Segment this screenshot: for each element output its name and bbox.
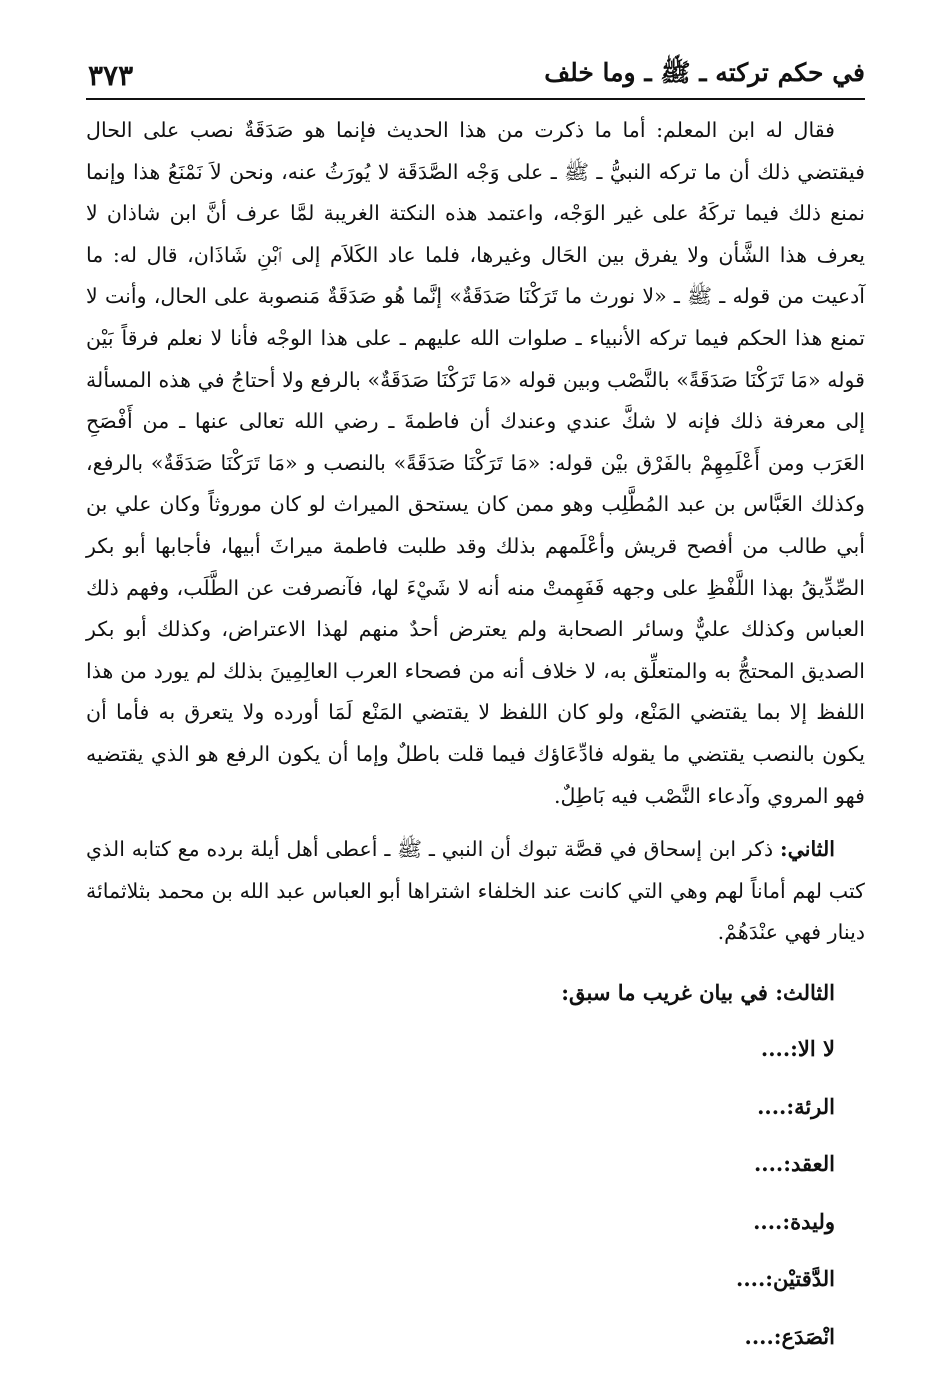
second-point-text: ذكر ابن إسحاق في قصَّة تبوك أن النبي ـ ﷺ ـ أعطى أهل أيلة برده مع كتابه الذي كتب لهم أماناً لهم وهي التي كانت عند الخلفاء اشتراها أبو العباس عبد الله بن محمد بثلاثمائة دينار فهي عنْدَهُمْ. <box>86 837 865 945</box>
running-header <box>86 42 865 100</box>
glossary-item: الرئة:.... <box>757 1093 835 1119</box>
page-number: ٣٧٣ <box>88 59 134 92</box>
glossary-item: لا الا:.... <box>760 1036 835 1062</box>
glossary-item: انْصَدَع:.... <box>744 1323 835 1349</box>
glossary-item: العقد:.... <box>753 1151 835 1177</box>
paragraph-second-point <box>86 829 865 954</box>
running-title: في حكم تركته ـ ﷺ ـ وما خلف <box>544 58 865 87</box>
section-heading-third: الثالث: في بيان غريب ما سبق: <box>561 979 835 1005</box>
glossary-item: وليدة:.... <box>753 1208 835 1234</box>
glossary-item: الدَّقتيْن:.... <box>736 1266 835 1292</box>
paragraph-first-narration: فقال له ابن المعلم: أما ما ذكرت من هذا الحديث فإنما هو صَدَقَةٌ نصب على الحال فيقتضي ذلك أن ما تركه النبيُّ ـ ﷺ ـ على وَجْه الصَّدَقَة لا يُورَثُ عنه، ونحن لاَ نَمْنَعُ هذا وإنما نمنع ذلك فيما تركَهُ على غير الوَجْه، واعتمد هذه النكتة الغريبة لمَّا عرف أنَّ ابن شاذان لا يعرف هذا الشَّأن ولا يفرق بين الحَال وغيرها، فلما عاد الكَلاَم إلى ٱبْنِ شَاذَان، قال له: ما آدعيت من قوله ـ ﷺ ـ «لا نورث ما تَرَكْنَا صَدَقَةٌ» إنَّما هُو صَدَقَةٌ مَنصوبة على الحال، وأنت لا تمنع هذا الحكم فيما تركه الأنبياء ـ صلوات الله عليهم ـ على هذا الوجْه فأنا لا نعلم فرقاً بَيْن قوله «مَا تَرَكْنَا صَدَقَةً» بالنَّصْب وبين قوله «مَا تَرَكْنَا صَدَقَةٌ» بالرفع ولا أحتاجُ في هذه المسألة إلى معرفة ذلك فإنه لا شكَّ عندي وعندك أن فاطمةَ ـ رضي الله تعالى عنها ـ من أَفْصَحِ العَرَب ومن أَعْلَمِهِمْ بالفَرْق بيْن قوله: «مَا تَرَكْنَا صَدَقَةً» بالنصب و «مَا تَرَكْنَا صَدَقَةٌ» بالرفع، وكذلك العَبَّاس بن عبد المُطَّلِب وهو ممن كان يستحق الميراث لو كان موروثاً وكان علي بن أبي طالب من أفصح قريش وأعْلَمهم بذلك وقد طلبت فاطمة ميراثَ أبيها، فأجابها أبو بكر الصِّدِّيقُ بهذا اللَّفْظِ على وجهه فَفَهِمتْ منه أنه لا شَيْءَ لها، فآنصرفت عن الطَّلَب، وفهم ذلك العباس وكذلك عليٌّ وسائر الصحابة ولم يعترض أحدٌ منهم لهذا الاعتراض، وكذلك أبو بكر الصديق المحتجُّ به والمتعلِّق به، لا خلاف أنه من فصحاء العرب العالِمِينَ بذلك لم يورد من هذا اللفظ إلا بما يقتضي المَنْع، ولو كان اللفظ لا يقتضي المَنْع لَمَا أورده ولا يتعرق به فأما أن يكون بالنصب يقتضي ما يقوله فادِّعَاؤك فيما قلت باطلٌ وإما أن يكون الرفع هو الذي يقتضيه فهو المروي وآدعاء النَّصْب فيه بَاطِلٌ. <box>86 118 865 808</box>
glossary-list <box>86 1029 835 1374</box>
second-point-label: الثاني: <box>780 837 836 862</box>
main-text <box>86 110 865 1374</box>
